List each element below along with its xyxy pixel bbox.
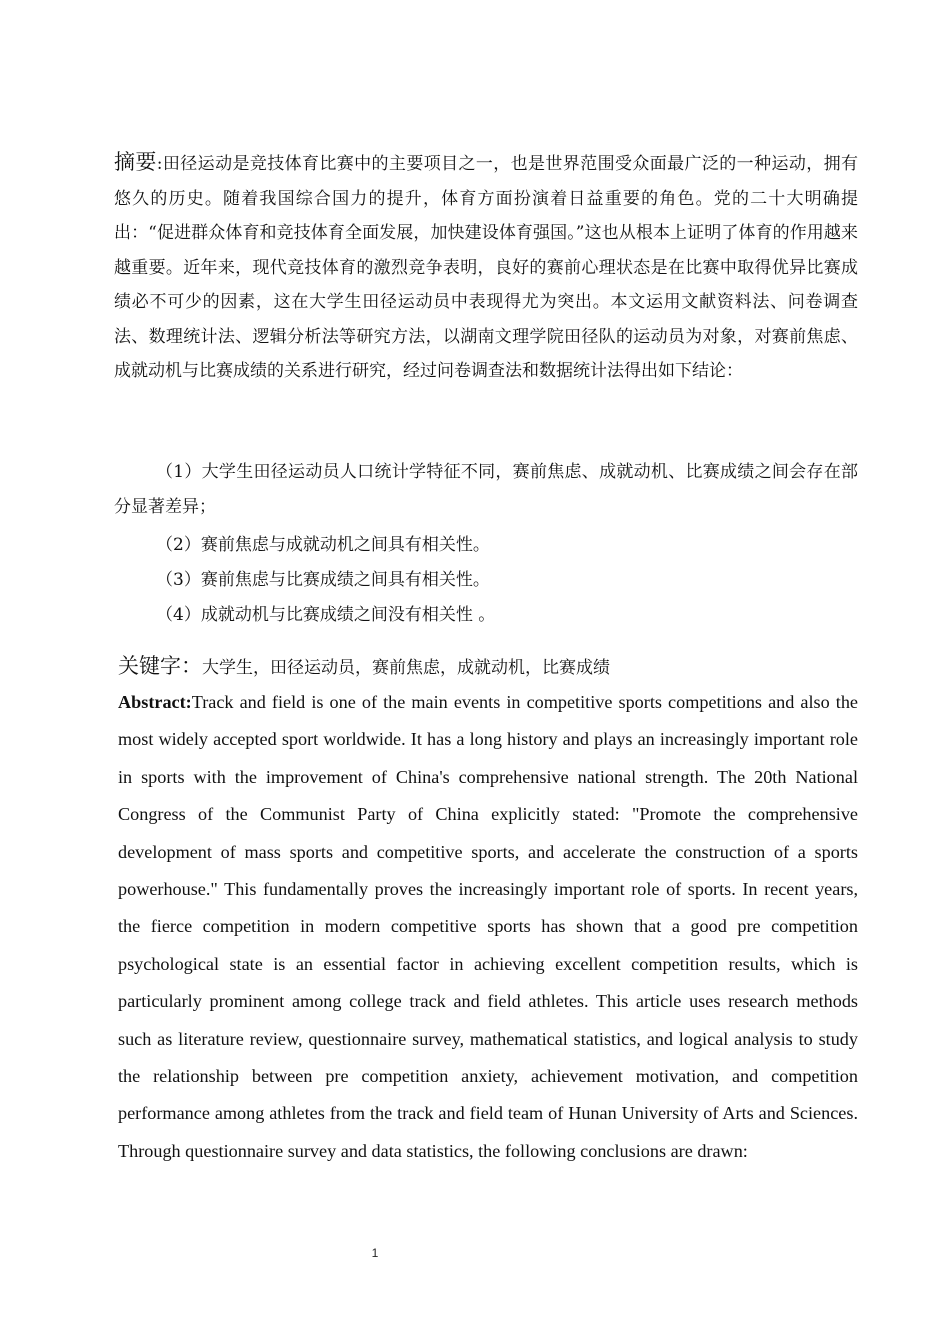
conclusion-item-2: （2）赛前焦虑与成就动机之间具有相关性。 [156,535,490,555]
keywords-cn [118,648,858,686]
page-number: 1 [371,1246,379,1260]
abstract-cn-separator: : [156,154,163,174]
abstract-cn-text: 田径运动是竞技体育比赛中的主要项目之一，也是世界范围受众面最广泛的一种运动，拥有悠久的历史。随着我国综合国力的提升，体育方面扮演着日益重要的角色。党的二十大明确提出：“促进群众体育和竞技体育全面发展，加快建设体育强国。”这也从根本上证明了体育的作用越来越重要。近年来，现代竞技体育的激烈竞争表明，良好的赛前心理状态是在比赛中取得优异比赛成绩必不可少的因素，这在大学生田径运动员中表现得尤为突出。本文运用文献资料法、问卷调查法、数理统计法、逻辑分析法等研究方法，以湖南文理学院田径队的运动员为对象，对赛前焦虑、成就动机与比赛成绩的关系进行研究，经过问卷调查法和数据统计法得出如下结论： [114,154,859,381]
abstract-cn-paragraph [114,145,858,389]
abstract-en-paragraph [118,684,858,1170]
keywords-cn-label: 关键字： [118,654,202,678]
conclusion-item-1: （1）大学生田径运动员人口统计学特征不同，赛前焦虑、成就动机、比赛成绩之间会存在部分显著差异； [114,462,858,517]
conclusion-item-4: （4）成就动机与比赛成绩之间没有相关性 。 [156,605,496,625]
keywords-cn-text: 大学生，田径运动员，赛前焦虑，成就动机，比赛成绩 [202,658,610,678]
abstract-cn-label: 摘要 [114,150,157,174]
conclusion-item-3: （3）赛前焦虑与比赛成绩之间具有相关性。 [156,570,490,590]
abstract-en-label: Abstract: [118,692,192,712]
abstract-en-text: Track and field is one of the main events in competitive sports competitions and also the most widely accepted sport worldwide. It has a long history and plays an increasingly important role in sports with the improvement of China's comprehensive national strength. The 20th National Congress of the Communist Party of China explicitly stated: "Promote the comprehensive development of mass sports and competitive sports, and accelerate the construction of a sports powerhouse." This fundamentally proves the increasingly important role of sports. In recent years, the fierce competition in modern competitive sports has shown that a good pre competition psychological state is an essential factor in achieving excellent competition results, which is particularly prominent among college track and field athletes. This article uses research methods such as literature review, questionnaire survey, mathematical statistics, and logical analysis to study the relationship between pre competition anxiety, achievement motivation, and competition performance among athletes from the track and field team of Hunan University of Arts and Sciences. Through questionnaire survey and data statistics, the following conclusions are drawn: [118,692,858,1161]
